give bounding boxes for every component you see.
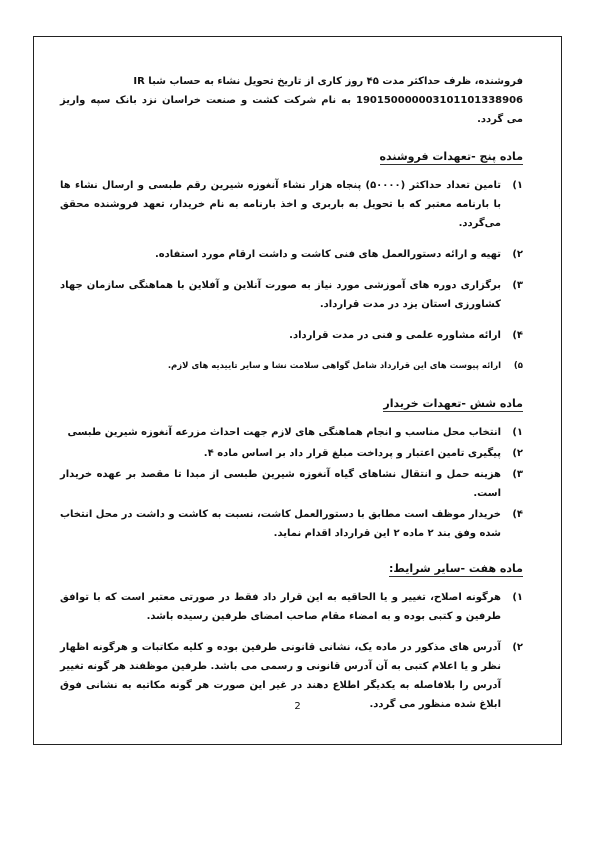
section-heading-buyer: [60, 394, 523, 413]
list-item: [60, 423, 523, 442]
section-heading-text: ماده هفت -سایر شرایط:: [389, 562, 523, 575]
list-item: [60, 276, 523, 314]
document-body: [60, 72, 523, 726]
item-number: ۲): [512, 249, 523, 260]
buyer-obligations-list: [60, 423, 523, 543]
item-number: ۴): [512, 509, 523, 520]
item-number: ۲): [512, 642, 523, 653]
item-text: آدرس های مذکور در ماده یک، نشانی قانونی طرفین بوده و کلیه مکاتبات و هرگونه اظهار نظر و یا اعلام کتبی به آن آدرس قانونی و رسمی می باشد. طرفین موظفند هر گونه تغییر آدرس را بلافاصله به یکدیگر اطلاع دهند در غیر این صورت هر گونه مکاتبه به نشانی فوق ابلاغ شده منظور می گردد.: [60, 642, 501, 710]
item-number: ۱): [512, 592, 523, 603]
page-number: 2: [294, 701, 301, 712]
item-text: هزینه حمل و انتقال نشاهای گیاه آنغوزه شیرین طبسی از مبدا تا مقصد بر عهده خریدار است.: [60, 469, 501, 499]
other-terms-list: [60, 588, 523, 714]
section-heading-text: ماده پنج -تعهدات فروشنده: [379, 150, 523, 163]
item-number: ۴): [512, 330, 523, 341]
item-number: ۱): [512, 427, 523, 438]
list-item: [60, 588, 523, 626]
item-text: ارائه مشاوره علمی و فنی در مدت قرارداد.: [289, 330, 501, 341]
item-text: تهیه و ارائه دستورالعمل های فنی کاشت و داشت ارقام مورد استفاده.: [154, 249, 501, 260]
section-heading-other: [60, 559, 523, 578]
item-number: ۵): [513, 361, 523, 371]
intro-line-1: فروشنده، ظرف حداکثر مدت ۴۵ روز کاری از تاریخ تحویل نشاء به حساب شبا IR: [133, 76, 523, 87]
item-text: ارائه پیوست های این قرارداد شامل گواهی سلامت نشا و سایر تاییدیه های لازم.: [167, 361, 501, 371]
section-heading-text: ماده شش -تعهدات خریدار: [383, 397, 523, 410]
list-item: [60, 357, 523, 376]
item-number: ۳): [512, 469, 523, 480]
item-text: تامین تعداد حداکثر (۵۰۰۰۰) پنجاه هزار نشاء آنغوزه شیرین رقم طبسی و ارسال نشاء ها با بارنامه معتبر که با تحویل به باربری و اخذ بارنامه به نام خریدار، تعهد فروشنده محقق می‌گردد.: [60, 180, 502, 229]
item-number: ۳): [512, 280, 523, 291]
list-item: [60, 444, 523, 463]
list-item: [60, 465, 523, 503]
section-heading-seller: [60, 147, 523, 166]
item-text: خریدار موظف است مطابق با دستورالعمل کاشت، نسبت به کاشت و داشت در محل انتخاب شده وفق بند ۲ ماده ۲ این قرارداد اقدام نماید.: [60, 509, 501, 539]
item-text: انتخاب محل مناسب و انجام هماهنگی های لازم جهت احداث مزرعه آنغوزه شیرین طبسی: [67, 427, 501, 438]
intro-paragraph: [60, 72, 523, 129]
item-number: ۲): [512, 448, 523, 459]
intro-line-2: 190150000003101101338906 به نام شرکت کشت و صنعت خراسان نزد بانک سپه واریز می گردد.: [60, 95, 523, 125]
list-item: [60, 326, 523, 345]
item-text: برگزاری دوره های آموزشی مورد نیاز به صورت آنلاین و آفلاین با هماهنگی سازمان جهاد کشاورزی استان یزد در مدت قرارداد.: [60, 280, 501, 310]
item-text: هرگونه اصلاح، تغییر و یا الحاقیه به این قرار داد فقط در صورتی معتبر است که با توافق طرفین و کتبی بوده و به امضاء مقام صاحب امضای طرفین رسیده باشد.: [60, 592, 501, 622]
list-item: [60, 505, 523, 543]
item-text: پیگیری تامین اعتبار و پرداخت مبلغ قرار داد بر اساس ماده ۴.: [203, 448, 501, 459]
list-item: [60, 176, 523, 233]
list-item: [60, 245, 523, 264]
seller-obligations-list: [60, 176, 523, 376]
item-number: ۱): [512, 180, 523, 191]
